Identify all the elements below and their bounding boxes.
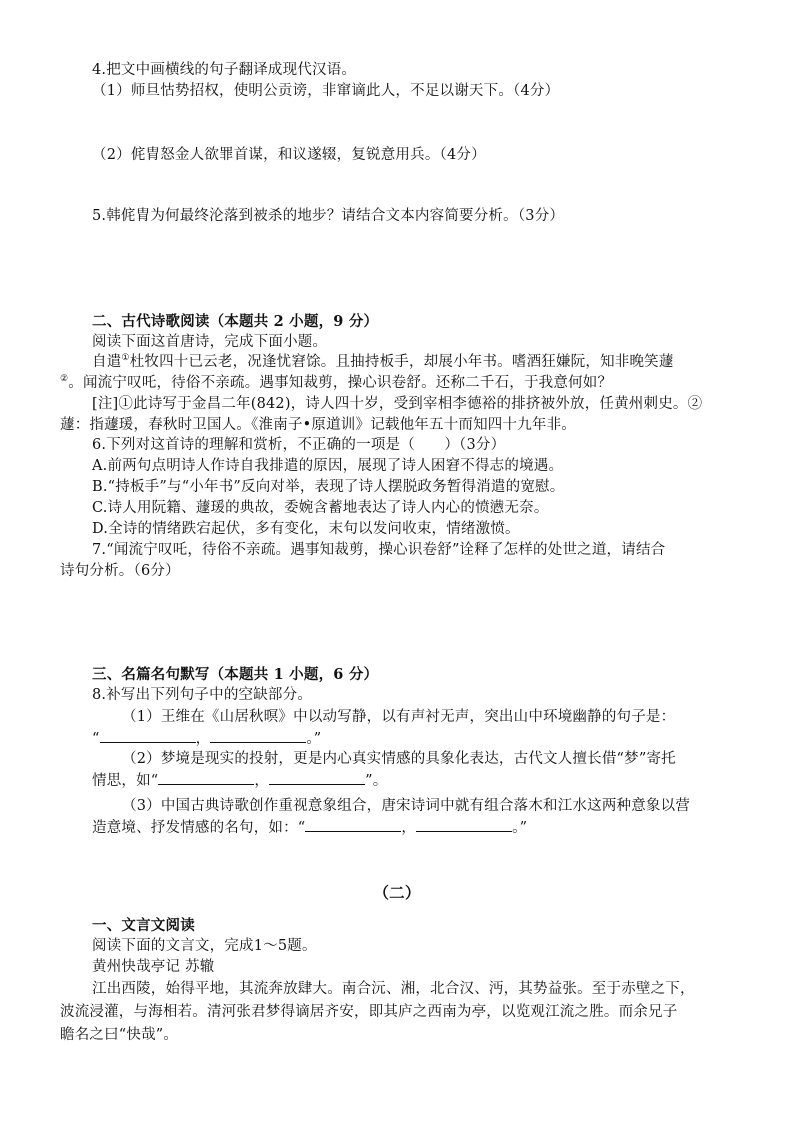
poem-line-2 — [60, 373, 612, 394]
q8-item-1-answer-line — [92, 728, 321, 750]
footnote-marker-1: ① — [121, 353, 130, 364]
q8-item-3-line-2 — [92, 817, 527, 839]
comma: ， — [401, 820, 417, 836]
poem-line-1 — [92, 352, 674, 373]
part2-intro: 阅读下面的文言文，完成1～5题。 — [92, 938, 317, 954]
q6-option-d: D.全诗的情绪跌宕起伏，多有变化，末句以发问收束，情绪激愤。 — [92, 521, 520, 537]
q7-line-2: 诗句分析。（6分） — [60, 563, 180, 579]
quote-open: “ — [92, 731, 100, 747]
answer-blank-4[interactable] — [269, 770, 365, 785]
poem-text-1: 杜牧四十已云老，况逢忧窘馀。且抽持板手，却展小年书。嗜酒狂嫌阮，知非晚笑蘧 — [129, 354, 674, 370]
answer-blank-3[interactable] — [158, 770, 254, 785]
q7-line-1: 7.“闻流宁叹吒，待俗不亲疏。遇事知裁剪，操心识卷舒”诠释了怎样的处世之道，请结合 — [92, 542, 666, 558]
footnote-marker-2: ② — [60, 374, 69, 385]
annotation-line-1: [注]①此诗写于金昌二年(842)，诗人四十岁，受到宰相李德裕的排挤被外放，任黄州刺史。② — [92, 396, 703, 412]
answer-blank-1[interactable] — [100, 728, 196, 743]
q5-question: 5.韩侂胄为何最终沦落到被杀的地步？请结合文本内容简要分析。（3分） — [92, 208, 565, 224]
section2-heading: 二、古代诗歌阅读（本题共 2 小题，9 分） — [92, 313, 379, 330]
answer-blank-2[interactable] — [210, 728, 306, 743]
part-two-heading: （二） — [373, 883, 421, 902]
period-close: 。” — [512, 820, 528, 836]
answer-blank-5[interactable] — [305, 817, 401, 832]
item2-suffix: ”。 — [365, 773, 388, 789]
q6-option-c: C.诗人用阮籍、蘧瑗的典故，委婉含蓄地表达了诗人内心的愤懑无奈。 — [92, 500, 549, 516]
q4-title: 4.把文中画横线的句子翻译成现代汉语。 — [92, 62, 357, 78]
q8-item-1-line-1: （1）王维在《山居秋暝》中以动写静，以有声衬无声，突出山中环境幽静的句子是： — [122, 709, 676, 725]
passage-line-2: 波流浸灌，与海相若。清河张君梦得谪居齐安，即其庐之西南为亭，以览观江流之胜。而余兄子 — [60, 1004, 678, 1020]
period-close: 。” — [306, 731, 322, 747]
q8-item-3-line-1: （3）中国古典诗歌创作重视意象组合，唐宋诗词中就有组合落木和江水这两种意象以营 — [122, 798, 691, 814]
section3-heading: 三、名篇名句默写（本题共 1 小题，6 分） — [92, 666, 379, 683]
passage-title: 黄州快哉亭记 苏辙 — [92, 959, 215, 975]
q6-question: 6.下列对这首诗的理解和赏析，不正确的一项是（ ）（3分） — [92, 437, 506, 453]
q8-item-2-line-2 — [92, 770, 387, 792]
item3-prefix: 造意境、抒发情感的名句，如：“ — [92, 820, 306, 836]
poem-title: 自遣 — [92, 354, 122, 370]
annotation-line-2: 蘧：指蘧瑗，春秋时卫国人。《淮南子•原道训》记载他年五十而知四十九年非。 — [60, 417, 576, 433]
poem-text-2: 。闻流宁叹吒，待俗不亲疏。遇事知裁剪，操心识卷舒。还称二千石，于我意何如？ — [68, 375, 613, 391]
answer-blank-6[interactable] — [416, 817, 512, 832]
section2-intro: 阅读下面这首唐诗，完成下面小题。 — [92, 334, 328, 350]
passage-line-1: 江出西陵，始得平地，其流奔放肆大。南合沅、湘，北合汉、沔，其势益张。至于赤壁之下， — [92, 981, 695, 997]
part2-section1-heading: 一、文言文阅读 — [92, 917, 195, 934]
q6-option-b: B.“持板手”与“小年书”反向对举，表现了诗人摆脱政务暂得消遣的宽慰。 — [92, 479, 565, 495]
item2-prefix: 情思，如“ — [92, 773, 159, 789]
comma: ， — [254, 773, 270, 789]
q8-question: 8.补写出下列句子中的空缺部分。 — [92, 687, 313, 703]
q4-sentence-2: （2）侂胄怒金人欲罪首谋，和议遂辍，复锐意用兵。（4分） — [92, 147, 486, 163]
q8-item-2-line-1: （2）梦境是现实的投射，更是内心真实情感的具象化表达，古代文人擅长借“梦”寄托 — [122, 751, 676, 767]
q6-option-a: A.前两句点明诗人作诗自我排遣的原因，展现了诗人困窘不得志的境遇。 — [92, 458, 564, 474]
passage-line-3: 瞻名之曰“快哉”。 — [60, 1027, 179, 1043]
comma: ， — [195, 731, 211, 747]
q4-sentence-1: （1）师旦怙势招权，使明公贡谤，非窜谪此人，不足以谢天下。（4分） — [92, 83, 560, 99]
